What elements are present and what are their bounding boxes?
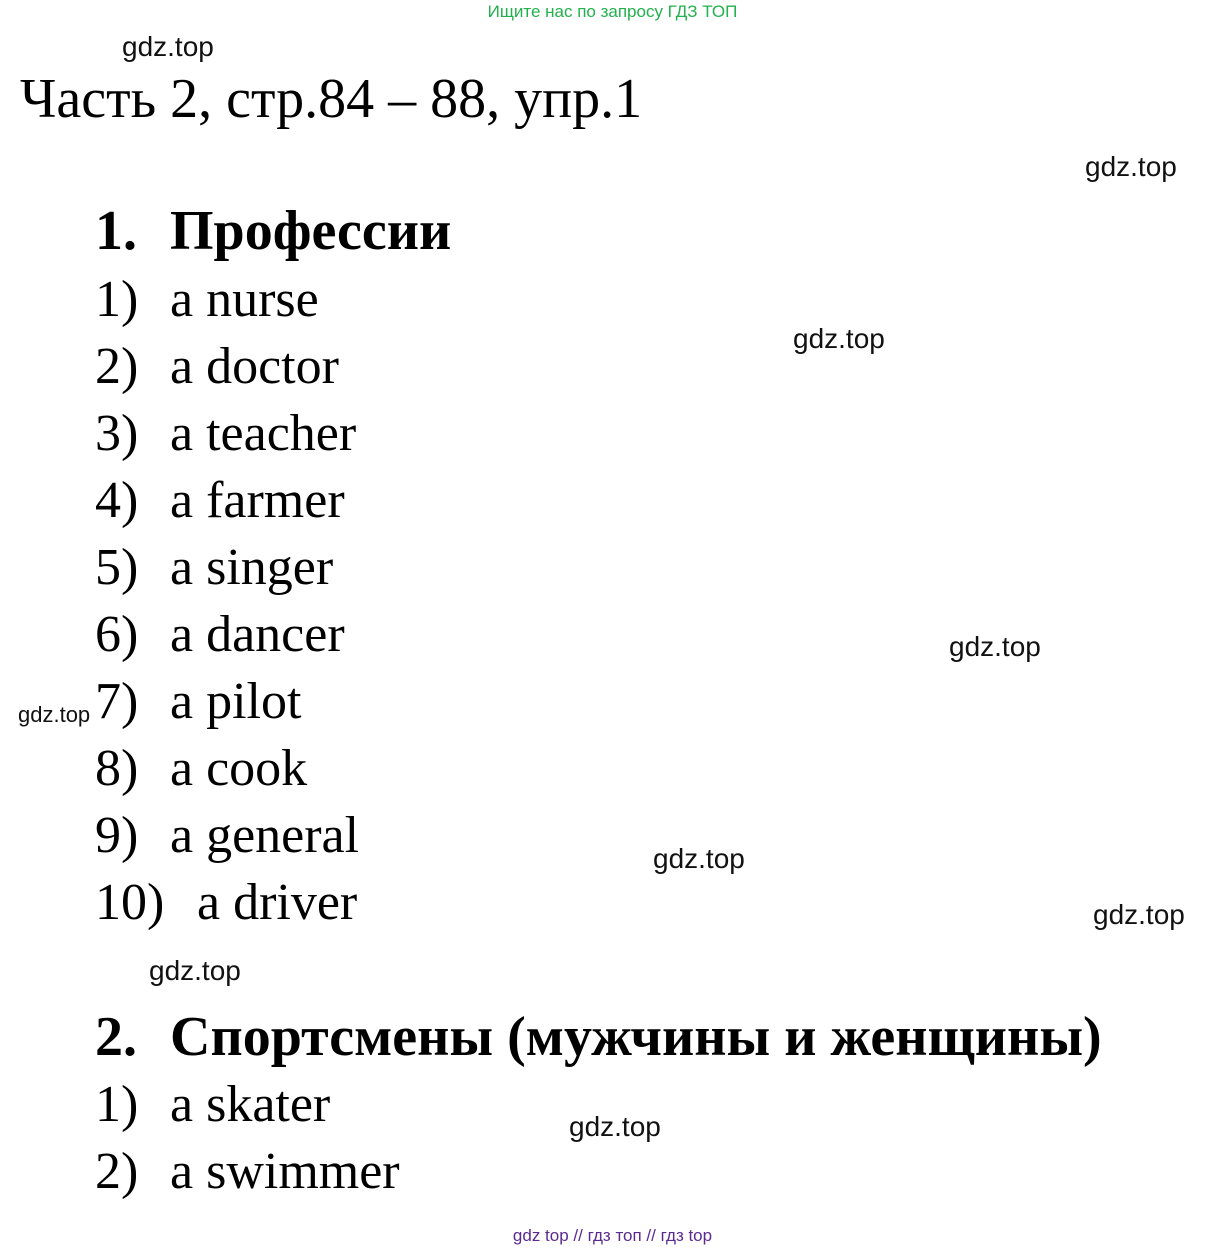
- footer-links: gdz top // гдз топ // гдз top: [512, 1226, 713, 1245]
- item-text: a teacher: [170, 405, 357, 462]
- item-text: a singer: [170, 539, 334, 596]
- section-number: 2.: [95, 1006, 137, 1068]
- item-text: a skater: [170, 1076, 331, 1133]
- item-number: 8): [95, 740, 139, 797]
- watermark: gdz.top: [949, 631, 1041, 662]
- item-text: a doctor: [170, 338, 339, 395]
- list-item: [95, 536, 333, 600]
- item-number: 10): [95, 874, 165, 931]
- item-text: a general: [170, 807, 360, 864]
- section-number: 1.: [95, 200, 137, 262]
- item-number: 5): [95, 539, 139, 596]
- watermark: gdz.top: [149, 955, 241, 986]
- item-text: a pilot: [170, 673, 302, 730]
- item-number: 9): [95, 807, 139, 864]
- watermark: gdz.top: [653, 843, 745, 874]
- list-item: [95, 670, 301, 734]
- watermark: gdz.top: [793, 323, 885, 354]
- item-text: a dancer: [170, 606, 345, 663]
- section-heading-athletes: [95, 1004, 1102, 1070]
- list-item: [95, 335, 339, 399]
- item-text: a cook: [170, 740, 308, 797]
- watermark: gdz.top: [1093, 899, 1185, 930]
- item-number: 4): [95, 472, 139, 529]
- item-number: 7): [95, 673, 139, 730]
- list-item: [95, 603, 345, 667]
- item-number: 1): [95, 1076, 139, 1133]
- item-text: a driver: [197, 874, 358, 931]
- list-item: [95, 871, 357, 935]
- top-banner: Ищите нас по запросу ГДЗ ТОП: [487, 2, 738, 21]
- watermark: gdz.top: [1085, 151, 1177, 182]
- item-number: 2): [95, 338, 139, 395]
- item-text: a swimmer: [170, 1143, 400, 1200]
- list-item: [95, 1140, 400, 1204]
- section-heading-professions: [95, 198, 451, 264]
- item-number: 6): [95, 606, 139, 663]
- item-number: 3): [95, 405, 139, 462]
- item-text: a farmer: [170, 472, 345, 529]
- watermark: gdz.top: [122, 31, 214, 62]
- list-item: [95, 402, 356, 466]
- list-item: [95, 804, 359, 868]
- watermark: gdz.top: [569, 1111, 661, 1142]
- item-number: 2): [95, 1143, 139, 1200]
- list-item: [95, 737, 307, 801]
- page-title: Часть 2, стр.84 – 88, упр.1: [20, 68, 643, 130]
- list-item: [95, 1073, 330, 1137]
- section-title: Профессии: [170, 200, 452, 262]
- list-item: [95, 268, 319, 332]
- section-title: Спортсмены (мужчины и женщины): [170, 1006, 1102, 1068]
- item-number: 1): [95, 271, 139, 328]
- item-text: a nurse: [170, 271, 319, 328]
- watermark: gdz.top: [18, 702, 91, 727]
- list-item: [95, 469, 345, 533]
